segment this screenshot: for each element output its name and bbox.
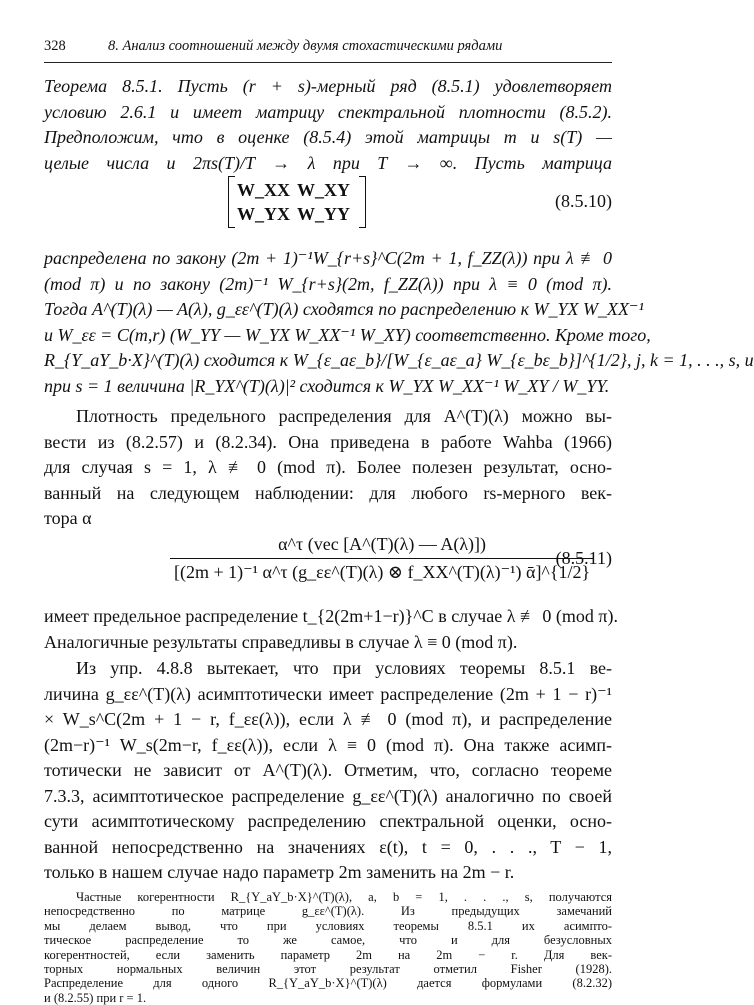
text-line: Из упр. 4.8.8 вытекает, что при условиях теоремы 8.5.1 ве-	[76, 658, 612, 678]
theorem-continuation	[44, 246, 754, 399]
theorem-line: целые числа и 2πs(T)/T → λ при T → ∞. Пусть матрица	[44, 152, 612, 173]
theorem-line: Предположим, что в оценке (8.5.4) этой матрицы m и s(T) —	[44, 127, 612, 147]
text-line: (2m−r)⁻¹ W_s(2m−r, f_εε(λ)), если λ ≡ 0 (mod π). Она также асимп-	[44, 734, 612, 755]
text-line: торных нормальных величин этот результат отметил Fisher (1928).	[44, 961, 612, 976]
paragraph	[44, 404, 612, 532]
text-line: × W_s^C(2m + 1 − r, f_εε(λ)), если λ ≢ 0 (mod π), и распределение	[44, 709, 612, 729]
text-line: ванной непосредственно на значениях ε(t), t = 0, . . ., T − 1,	[44, 836, 612, 857]
block-matrix	[228, 176, 366, 228]
text-line: когерентностей, если заменить параметр 2m на 2m − r. Для век-	[44, 947, 612, 962]
fraction-denominator: [(2m + 1)⁻¹ α^τ (g_εε^(T)(λ) ⊗ f_XX^(T)(λ)⁻¹) ᾱ]^{1/2}	[174, 562, 591, 582]
text-line: тическое распределение то же самое, что и для безусловных	[44, 933, 612, 948]
theorem-line: и W_εε = C(m,r) (W_YY — W_YX W_XX⁻¹ W_XY) соответственно. Кроме того,	[44, 324, 651, 345]
text-line: личина g_εε^(T)(λ) асимптотически имеет распределение (2m + 1 − r)⁻¹	[44, 683, 612, 704]
text-line: непосредственно по матрице g_εε^(T)(λ). Из предыдущих замечаний	[44, 904, 612, 919]
text-line: Аналогичные результаты справедливы в случае λ ≡ 0 (mod π).	[44, 631, 518, 652]
theorem-line: (mod π) и по закону (2m)⁻¹ W_{r+s}(2m, f_ZZ(λ)) при λ ≡ 0 (mod π).	[44, 273, 612, 294]
equation-number: (8.5.11)	[555, 548, 612, 568]
text-line: Распределение для одного R_{Y_aY_b·X}^(T)(λ) дается формулами (8.2.32)	[44, 976, 612, 991]
text-line: для случая s = 1, λ ≢ 0 (mod π). Более полезен результат, осно-	[44, 457, 612, 477]
theorem-line: R_{Y_aY_b·X}^(T)(λ) сходится к W_{ε_aε_b}/[W_{ε_aε_a} W_{ε_bε_b}]^{1/2}, j, k = 1, . . ., s, и	[44, 350, 754, 370]
theorem-line: распределена по закону (2m + 1)⁻¹W_{r+s}^C(2m + 1, f_ZZ(λ)) при λ ≢ 0	[44, 248, 612, 268]
fraction	[170, 534, 594, 583]
text-line: и (8.2.55) при r = 1.	[44, 990, 147, 1005]
text-line: имеет предельное распределение t_{2(2m+1−r)}^C в случае λ ≢ 0 (mod π).	[44, 606, 618, 626]
text-line: Частные когерентности R_{Y_aY_b·X}^(T)(λ), a, b = 1, . . ., s, получаются	[76, 890, 612, 904]
matrix-cell: W_YX	[237, 204, 290, 224]
theorem-line: Тогда A^(T)(λ) — A(λ), g_εε^(T)(λ) сходятся по распределению к W_YX W_XX⁻¹	[44, 299, 644, 319]
matrix-cell: W_XY	[297, 180, 350, 200]
text-line: только в нашем случае надо параметр 2m заменить на 2m − r.	[44, 862, 515, 882]
paragraph	[44, 656, 612, 886]
header-rule	[44, 62, 612, 63]
equation-8-5-10	[44, 176, 612, 230]
page-number: 328	[44, 38, 66, 54]
fraction-numerator: α^τ (vec [A^(T)(λ) — A(λ)])	[170, 534, 594, 559]
theorem-line: при s = 1 величина |R_YX^(T)(λ)|² сходится к W_YX W_XX⁻¹ W_XY / W_YY.	[44, 375, 610, 396]
equation-8-5-11	[44, 534, 612, 596]
theorem-line: условию 2.6.1 и имеет матрицу спектральной плотности (8.5.2).	[44, 101, 612, 122]
text-line: мы делаем вывод, что при условиях теоремы 8.5.1 их асимпто-	[44, 918, 612, 933]
matrix-cell: W_YY	[297, 204, 350, 224]
theorem-line: Теорема 8.5.1. Пусть (r + s)-мерный ряд (8.5.1) удовлетворяет	[44, 76, 612, 96]
theorem-statement	[44, 74, 612, 176]
text-line: сути асимптотическому распределению спектральной оценки, осно-	[44, 811, 612, 831]
text-line: 7.3.3, асимптотическое распределение g_εε^(T)(λ) аналогично по своей	[44, 785, 612, 806]
text-line: вести из (8.2.57) и (8.2.34). Она приведена в работе Wahba (1966)	[44, 431, 612, 452]
text-line: тотически не зависит от A^(T)(λ). Отметим, что, согласно теореме	[44, 760, 612, 780]
running-title: 8. Анализ соотношений между двумя стохастическими рядами	[108, 38, 503, 54]
paragraph	[44, 890, 612, 1005]
text-line: ванный на следующем наблюдении: для любого rs-мерного век-	[44, 482, 612, 503]
running-header	[44, 38, 612, 60]
matrix-cell: W_XX	[237, 180, 290, 200]
text-line: Плотность предельного распределения для A^(T)(λ) можно вы-	[76, 406, 612, 426]
equation-number: (8.5.10)	[555, 191, 612, 211]
paragraph	[44, 604, 618, 655]
text-line: тора α	[44, 508, 92, 528]
